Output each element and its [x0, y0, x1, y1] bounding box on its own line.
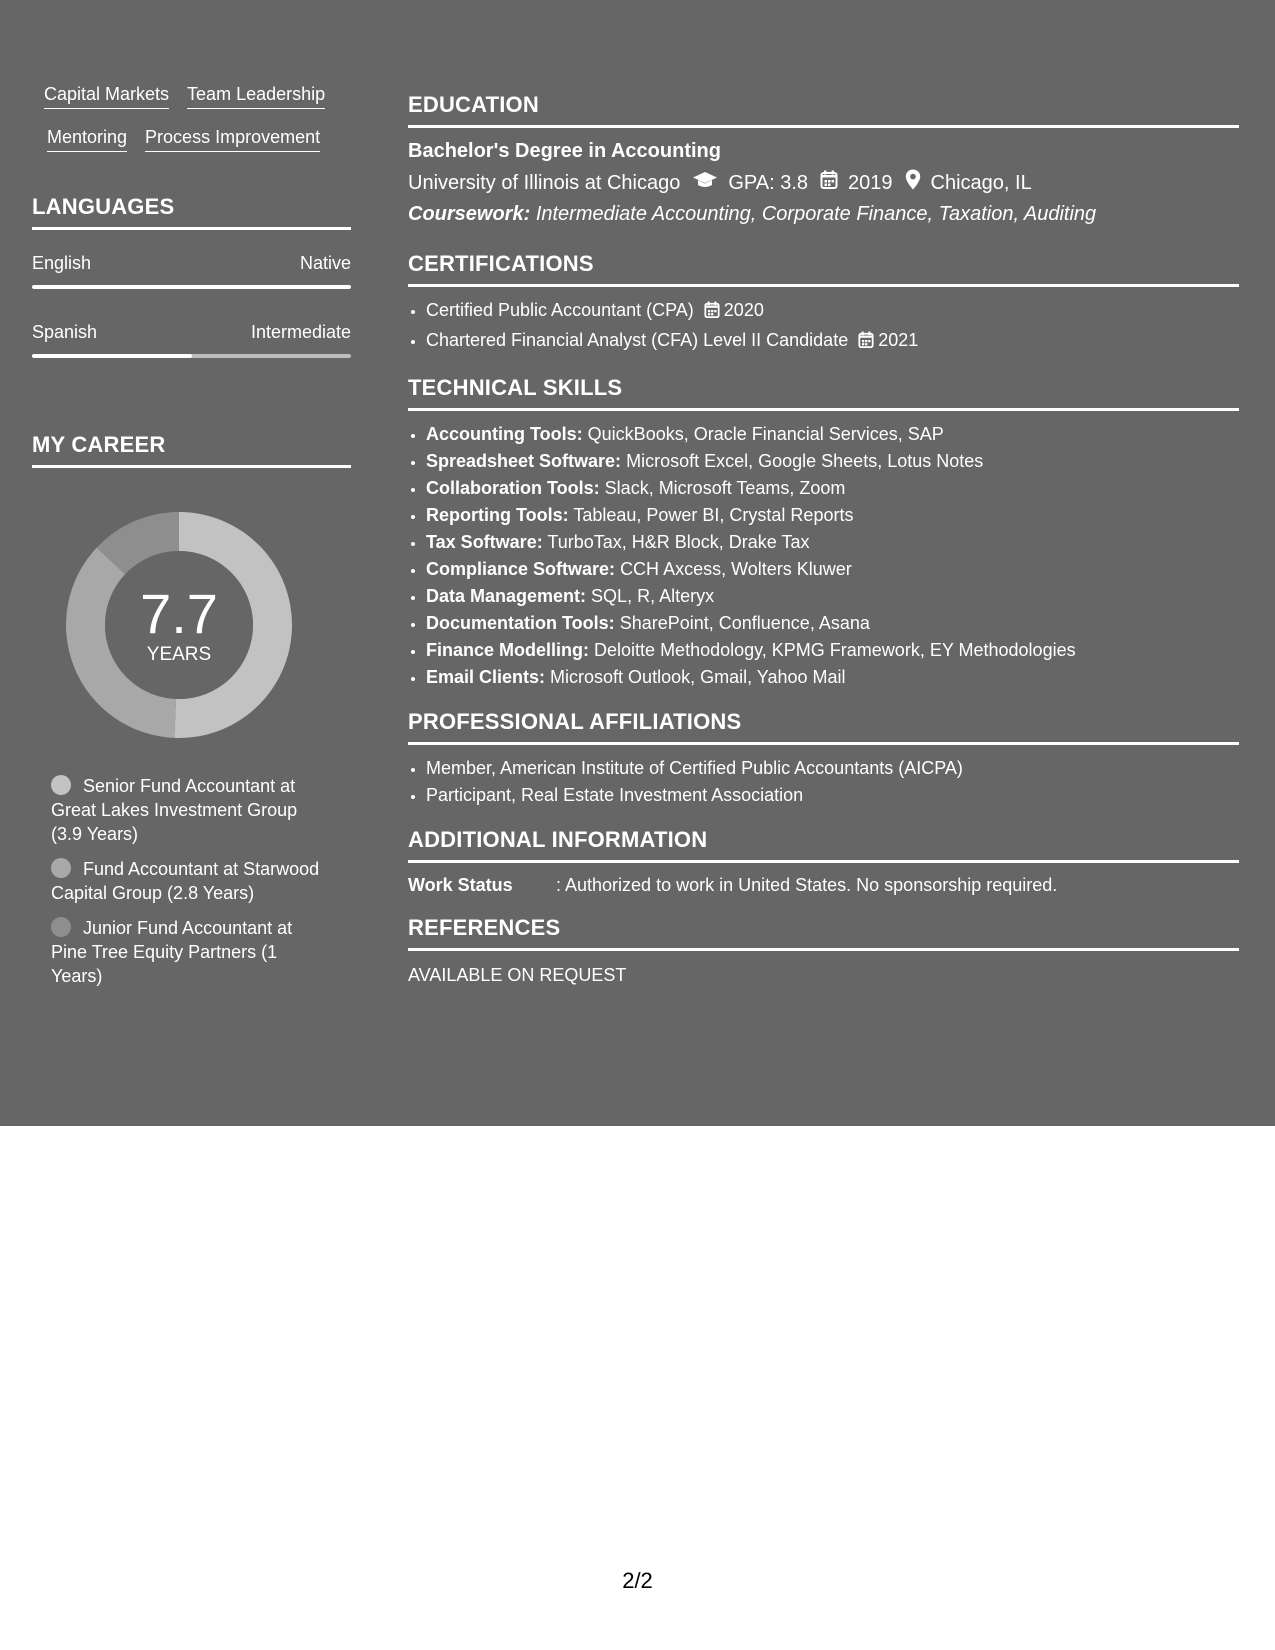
skill-item — [426, 502, 1239, 529]
heading-divider — [32, 465, 351, 468]
legend-dot — [51, 917, 71, 937]
skill-tags — [32, 82, 354, 152]
work-status-label: Work Status — [408, 875, 513, 895]
skill-item — [426, 637, 1239, 664]
affiliations-list — [408, 755, 1239, 809]
certifications-list — [408, 297, 1239, 357]
skill-values: CCH Axcess, Wolters Kluwer — [620, 559, 852, 579]
certification-year: 2021 — [878, 330, 919, 350]
skill-category: Spreadsheet Software: — [426, 451, 622, 471]
skill-tag: Mentoring — [47, 125, 127, 152]
references-text: AVAILABLE ON REQUEST — [408, 965, 627, 985]
skill-item — [426, 583, 1239, 610]
school-name: University of Illinois at Chicago — [408, 172, 681, 194]
education-heading: EDUCATION — [408, 92, 539, 117]
map-pin-icon — [905, 169, 921, 197]
coursework — [408, 201, 1239, 227]
coursework-list: Intermediate Accounting, Corporate Finance, Taxation, Auditing — [535, 203, 1097, 225]
skill-category: Data Management: — [426, 586, 587, 606]
additional-info-section — [408, 827, 1239, 897]
right-column — [408, 92, 1239, 987]
language-bar-fill — [32, 285, 351, 289]
technical-skills-section — [408, 375, 1239, 691]
career-legend-label: Fund Accountant at Starwood Capital Group (2.8 Years) — [51, 859, 320, 903]
coursework-label: Coursework: — [408, 203, 531, 225]
language-level: Native — [299, 253, 351, 273]
skill-values: QuickBooks, Oracle Financial Services, SAP — [587, 424, 944, 444]
legend-dot — [51, 775, 71, 795]
language-row — [32, 321, 351, 343]
career-legend-label: Junior Fund Accountant at Pine Tree Equity Partners (1 Years) — [51, 918, 293, 986]
affiliation-item: • Member, American Institute of Certified Public Accountants (AICPA) — [426, 755, 1239, 782]
gpa: GPA: 3.8 — [728, 172, 809, 194]
left-column — [32, 82, 351, 999]
career-heading: MY CAREER — [32, 432, 166, 457]
affiliation-item: • Participant, Real Estate Investment Association — [426, 782, 1239, 809]
work-status-value: : Authorized to work in United States. No sponsorship required. — [556, 875, 1058, 895]
graduation-cap-icon — [692, 170, 718, 196]
career-legend-item — [51, 774, 321, 846]
skill-tag: Process Improvement — [145, 125, 320, 152]
heading-divider — [408, 408, 1239, 411]
skill-item — [426, 421, 1239, 448]
affiliations-heading: PROFESSIONAL AFFILIATIONS — [408, 709, 742, 734]
additional-info-heading: ADDITIONAL INFORMATION — [408, 827, 708, 852]
certifications-heading: CERTIFICATIONS — [408, 251, 594, 276]
skill-category: Accounting Tools: — [426, 424, 583, 444]
language-name: Spanish — [32, 322, 98, 342]
skill-item — [426, 610, 1239, 637]
education-section — [408, 92, 1239, 227]
language-row — [32, 252, 351, 274]
skill-category: Reporting Tools: — [426, 505, 569, 525]
skill-values: Tableau, Power BI, Crystal Reports — [573, 505, 854, 525]
skill-category: Documentation Tools: — [426, 613, 615, 633]
career-section — [32, 432, 351, 988]
references-section — [408, 915, 1239, 987]
skill-tag: Team Leadership — [187, 82, 325, 109]
languages-heading: LANGUAGES — [32, 194, 175, 219]
career-legend-item — [51, 857, 321, 905]
skill-values: Microsoft Excel, Google Sheets, Lotus Notes — [626, 451, 984, 471]
skill-item — [426, 664, 1239, 691]
skill-item — [426, 556, 1239, 583]
skill-category: Email Clients: — [426, 667, 546, 687]
heading-divider — [408, 125, 1239, 128]
school-location: Chicago, IL — [930, 172, 1032, 194]
page-number: 2/2 — [622, 1568, 653, 1593]
degree-title: Bachelor's Degree in Accounting — [408, 140, 721, 162]
calendar-icon — [820, 170, 838, 197]
language-bar — [32, 354, 351, 358]
work-status-row — [408, 873, 1239, 897]
certification-name: Chartered Financial Analyst (CFA) Level II Candidate — [426, 330, 849, 350]
heading-divider — [408, 948, 1239, 951]
career-legend-item — [51, 916, 321, 988]
certifications-section — [408, 251, 1239, 357]
graduation-year: 2019 — [848, 172, 893, 194]
skill-values: Deloitte Methodology, KPMG Framework, EY Methodologies — [594, 640, 1076, 660]
heading-divider — [408, 860, 1239, 863]
calendar-icon — [858, 330, 874, 357]
heading-divider — [408, 742, 1239, 745]
skill-values: Microsoft Outlook, Gmail, Yahoo Mail — [550, 667, 846, 687]
career-donut — [66, 512, 292, 738]
affiliations-section — [408, 709, 1239, 809]
skill-values: SQL, R, Alteryx — [591, 586, 715, 606]
certification-item — [426, 297, 1239, 327]
skill-values: TurboTax, H&R Block, Drake Tax — [547, 532, 810, 552]
language-level: Intermediate — [250, 322, 351, 342]
references-heading: REFERENCES — [408, 915, 561, 940]
skill-category: Finance Modelling: — [426, 640, 590, 660]
career-legend-label: Senior Fund Accountant at Great Lakes Investment Group (3.9 Years) — [51, 776, 298, 844]
legend-dot — [51, 858, 71, 878]
language-bar-fill — [32, 354, 192, 358]
certification-name: Certified Public Accountant (CPA) — [426, 300, 694, 320]
career-legend — [32, 774, 321, 988]
calendar-icon — [704, 300, 720, 327]
heading-divider — [408, 284, 1239, 287]
language-bar — [32, 285, 351, 289]
certification-year: 2020 — [723, 300, 764, 320]
skill-item — [426, 448, 1239, 475]
technical-skills-heading: TECHNICAL SKILLS — [408, 375, 623, 400]
certification-item — [426, 327, 1239, 357]
skill-item — [426, 475, 1239, 502]
education-details — [408, 169, 1239, 197]
skill-tag: Capital Markets — [44, 82, 169, 109]
career-total-years: 7.7 — [140, 582, 218, 645]
skill-category: Tax Software: — [426, 532, 543, 552]
skill-category: Collaboration Tools: — [426, 478, 600, 498]
career-years-unit: YEARS — [146, 644, 212, 665]
skill-values: Slack, Microsoft Teams, Zoom — [604, 478, 846, 498]
language-name: English — [32, 253, 92, 273]
heading-divider — [32, 227, 351, 230]
skill-values: SharePoint, Confluence, Asana — [619, 613, 870, 633]
languages-section — [32, 194, 351, 358]
skill-category: Compliance Software: — [426, 559, 616, 579]
technical-skills-list — [408, 421, 1239, 691]
skill-item — [426, 529, 1239, 556]
